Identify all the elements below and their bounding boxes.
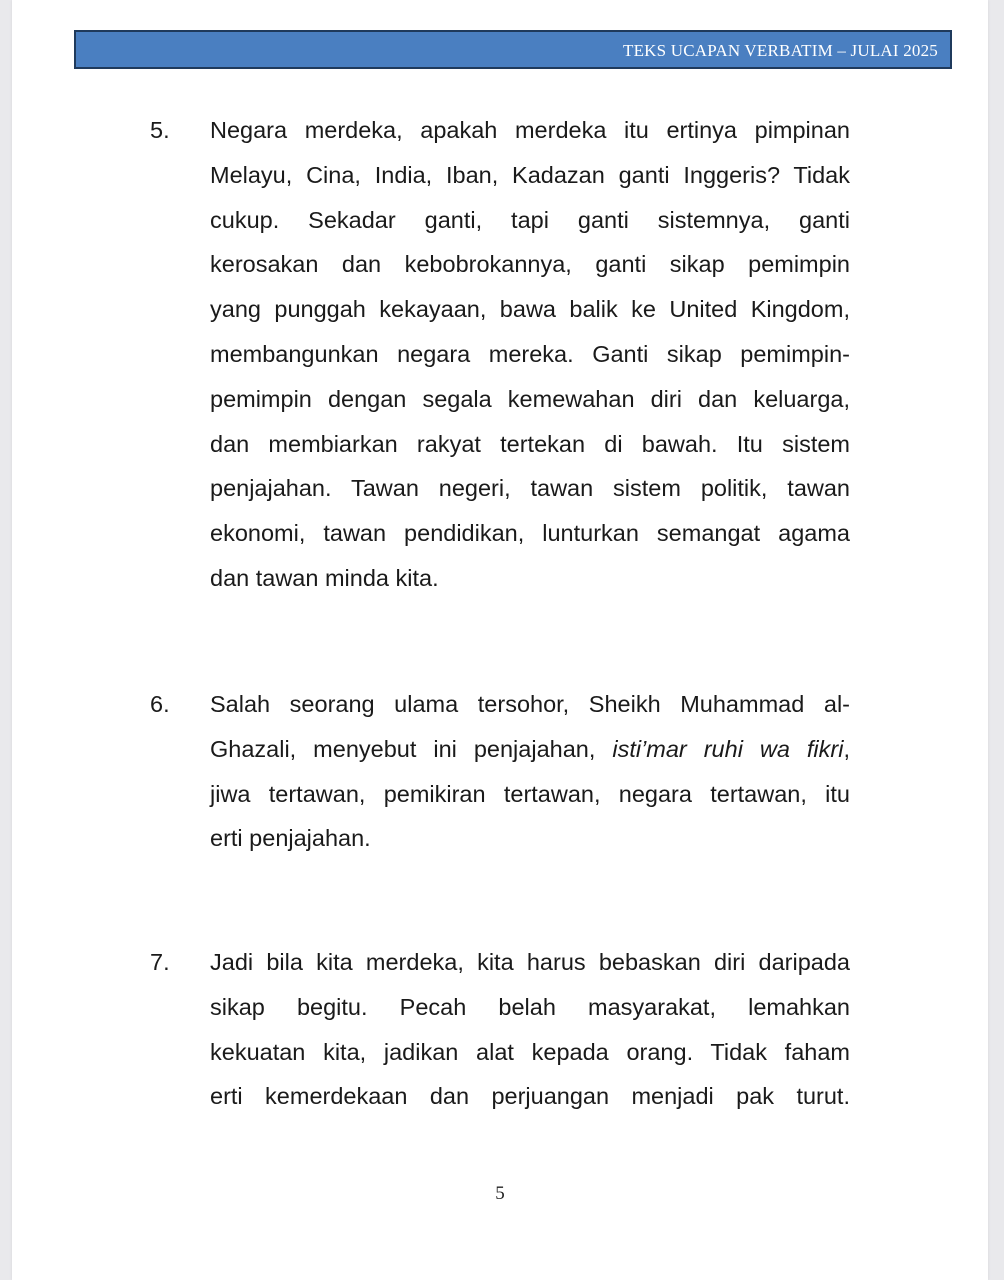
paragraph-line: pemimpin dengan segala kemewahan diri dan keluarga, <box>210 385 850 412</box>
paragraph-line: yang punggah kekayaan, bawa balik ke United Kingdom, <box>210 296 850 323</box>
line-text: Ghazali, menyebut ini penjajahan, <box>210 735 613 762</box>
paragraph-number: 5. <box>150 117 170 143</box>
paragraph-line: dan tawan minda kita. <box>210 564 439 591</box>
paragraph-line: Salah seorang ulama tersohor, Sheikh Muhammad al- <box>210 691 850 717</box>
paragraph-body <box>210 108 850 601</box>
paragraph-number: 7. <box>150 949 170 975</box>
paragraph-line: erti penjajahan. <box>210 825 371 852</box>
paragraph-line: ekonomi, tawan pendidikan, lunturkan semangat agama <box>210 520 850 547</box>
paragraph-line: jiwa tertawan, pemikiran tertawan, negara tertawan, itu <box>210 780 850 807</box>
document-page <box>12 0 988 1280</box>
italic-phrase: isti’mar ruhi wa fikri <box>612 735 844 762</box>
header-bar <box>74 30 952 69</box>
paragraph-line: dan membiarkan rakyat tertekan di bawah. Itu sistem <box>210 430 850 457</box>
paragraph-body <box>210 940 850 1119</box>
paragraph-line: sikap begitu. Pecah belah masyarakat, lemahkan <box>210 993 850 1020</box>
paragraph-line: Negara merdeka, apakah merdeka itu ertinya pimpinan <box>210 117 850 143</box>
paragraph-number: 6. <box>150 691 170 717</box>
paragraph-line: penjajahan. Tawan negeri, tawan sistem politik, tawan <box>210 475 850 502</box>
paragraph-line: kerosakan dan kebobrokannya, ganti sikap pemimpin <box>210 251 850 278</box>
paragraph-body <box>210 682 850 861</box>
page-number: 5 <box>495 1183 505 1204</box>
paragraph-line: membangunkan negara mereka. Ganti sikap pemimpin- <box>210 340 850 367</box>
paragraph-line: cukup. Sekadar ganti, tapi ganti sistemnya, ganti <box>210 206 850 233</box>
paragraph-line: erti kemerdekaan dan perjuangan menjadi pak turut. <box>210 1083 850 1110</box>
paragraph-line: kekuatan kita, jadikan alat kepada orang. Tidak faham <box>210 1038 850 1065</box>
line-text: , <box>843 735 850 762</box>
paragraph-line: Jadi bila kita merdeka, kita harus bebaskan diri daripada <box>210 949 850 975</box>
paragraph-line <box>210 727 850 772</box>
paragraph-line: Melayu, Cina, India, Iban, Kadazan ganti Inggeris? Tidak <box>210 161 850 188</box>
header-title: TEKS UCAPAN VERBATIM – JULAI 2025 <box>623 41 938 60</box>
